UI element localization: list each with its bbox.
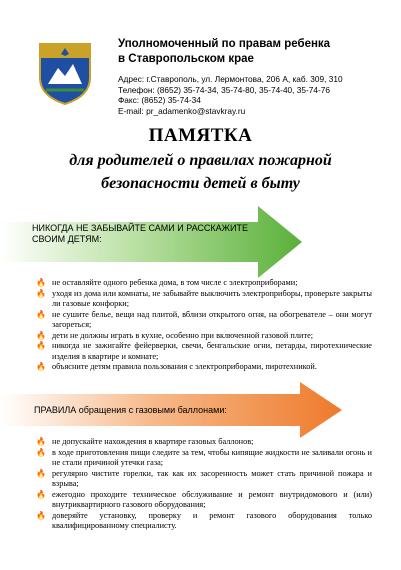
list-item: 🔥 не оставляйте одного ребенка дома, в том числе с электроприборами;	[36, 278, 298, 287]
fire-bullet-icon: 🔥	[36, 510, 46, 520]
section-2-list	[34, 437, 372, 532]
list-item: 🔥 не сушите белье, вещи над плитой, вблизи открытого огня, на обогревателе – они могут загореться;	[36, 309, 372, 329]
list-item: 🔥 уходя из дома или комнаты, не забывайте выключить электроприборы, проверьте закрыты ли газовые конфорки;	[36, 288, 372, 308]
fire-bullet-icon: 🔥	[36, 288, 46, 298]
subtitle-line-1: для родителей о правилах пожарной	[69, 152, 332, 169]
fire-bullet-icon: 🔥	[36, 278, 46, 287]
list-item: 🔥 регулярно чистите горелки, так как их засоренность может стать причиной пожара и взрыва;	[36, 468, 372, 488]
list-item: 🔥 никогда не зажигайте фейерверки, свечи, бенгальские огни, петарды, пиротехнические изделия в квартире и комнате;	[36, 341, 372, 361]
list-item: 🔥 доверяйте установку, проверку и ремонт газового оборудования только квалифицированному специалисту.	[36, 510, 372, 530]
fax: Факс: (8652) 35-74-34	[118, 95, 201, 106]
header	[0, 0, 401, 120]
list-item: 🔥 в ходе приготовления пищи следите за тем, чтобы кипящие жидкости не заливали огонь и не стали причиной утечки газа;	[36, 447, 372, 467]
fire-bullet-icon: 🔥	[36, 309, 46, 319]
fire-bullet-icon: 🔥	[36, 447, 46, 457]
list-item: 🔥 ежегодно проходите техническое обслуживание и ремонт внутридомового и (или) внутриквартирного газового оборудования;	[36, 489, 372, 509]
list-item: 🔥 дети не должны играть в кухне, особенно при включенной газовой плите;	[36, 330, 314, 340]
page-title: ПАМЯТКА	[148, 125, 253, 146]
list-item: 🔥 не допускайте нахождения в квартире газовых баллонов;	[36, 437, 254, 446]
phone: Телефон: (8652) 35-74-34, 35-74-80, 35-74-40, 35-74-76	[118, 84, 330, 95]
fire-bullet-icon: 🔥	[36, 489, 46, 499]
address: Адрес: г.Ставрополь, ул. Лермонтова, 206 А, каб. 309, 310	[118, 74, 343, 84]
subtitle-line-2: безопасности детей в быту	[101, 175, 300, 192]
contacts	[118, 74, 398, 116]
fire-bullet-icon: 🔥	[36, 362, 46, 371]
section-1-banner: НИКОГДА НЕ ЗАБЫВАЙТЕ САМИ И РАССКАЖИТЕ СВОИМ ДЕТЯМ:	[32, 223, 248, 244]
fire-bullet-icon: 🔥	[36, 341, 46, 350]
fire-bullet-icon: 🔥	[36, 468, 46, 478]
fire-bullet-icon: 🔥	[36, 437, 46, 446]
org-line-2: в Ставропольском крае	[118, 53, 254, 65]
fire-bullet-icon: 🔥	[36, 330, 46, 340]
org-name	[118, 37, 398, 67]
list-item: 🔥 объясните детям правила пользования с электроприборами, пиротехникой.	[36, 362, 317, 371]
email: E-mail: pr_adamenko@stavkray.ru	[118, 105, 246, 116]
section-1-list	[34, 278, 372, 373]
coat-of-arms-icon	[36, 40, 94, 106]
section-2-banner: ПРАВИЛА обращения с газовыми баллонами:	[34, 405, 227, 415]
org-line-1: Уполномоченный по правам ребенка	[118, 38, 331, 50]
